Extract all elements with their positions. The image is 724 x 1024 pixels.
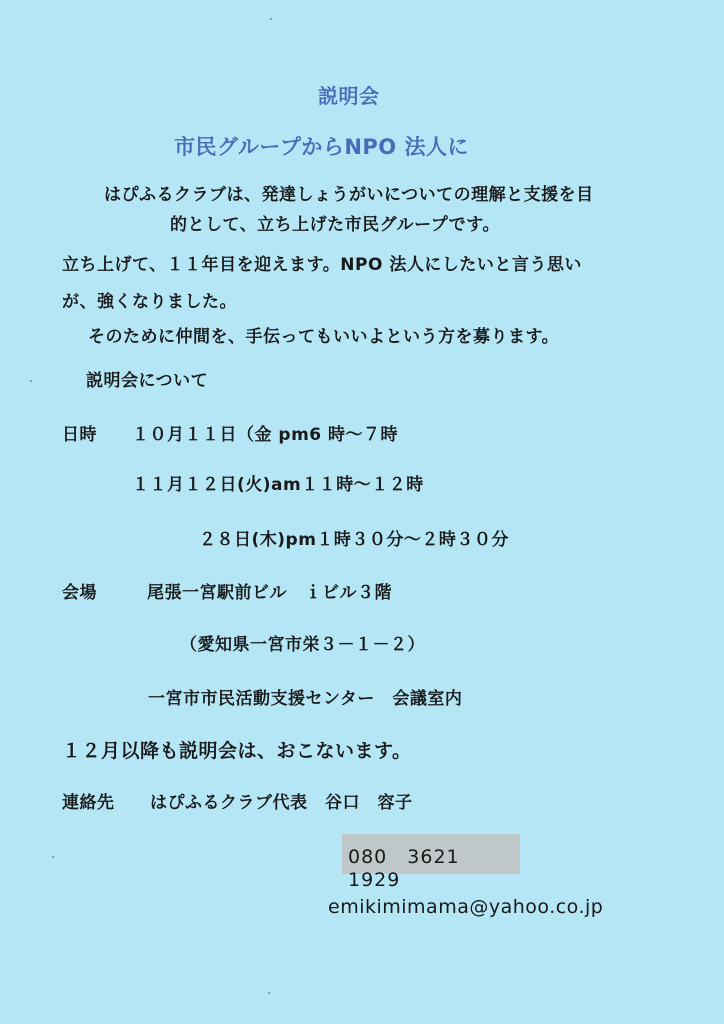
contact-label: 連絡先 [62,793,115,813]
intro-line-5: そのために仲間を、手伝ってもいいよという方を募ります。 [88,327,560,347]
scan-speck [268,992,270,994]
notice-text: １２月以降も説明会は、おこないます。 [62,740,412,762]
contact-email[interactable]: emikimimama@yahoo.co.jp [328,896,604,918]
intro-line-4: が、強くなりました。 [62,292,237,312]
scan-speck [270,18,272,20]
intro-line-3: 立ち上げて、１１年目を迎えます。NPO 法人にしたいと言う思い [62,255,582,275]
contact-phone: 080 3621 1929 [348,846,480,891]
page-subtitle: 市民グループからNPO 法人に [174,135,469,159]
venue-room: 一宮市市民活動支援センター 会議室内 [148,689,463,709]
scan-speck [52,856,54,858]
about-label: 説明会について [86,371,209,391]
venue-address: （愛知県一宮市栄３－１－２） [180,635,425,655]
venue-label: 会場 [62,583,97,603]
venue-name: 尾張一宮駅前ビル ｉビル３階 [147,583,392,603]
page-title: 説明会 [318,84,380,108]
schedule-date-2: １１月１２日(火)am１１時～１２時 [132,475,424,495]
schedule-date-3: ２８日(木)pm１時３０分～２時３０分 [199,530,509,550]
intro-line-1: はぴふるクラブは、発達しょうがいについての理解と支援を目 [104,185,594,205]
scan-speck [30,380,32,382]
schedule-date-1: １０月１１日（金 pm6 時～７時 [132,425,399,445]
contact-name: はぴふるクラブ代表 谷口 容子 [150,793,413,813]
phone-highlight [342,834,520,891]
intro-line-2: 的として、立ち上げた市民グループです。 [170,215,500,235]
schedule-label: 日時 [62,425,97,445]
